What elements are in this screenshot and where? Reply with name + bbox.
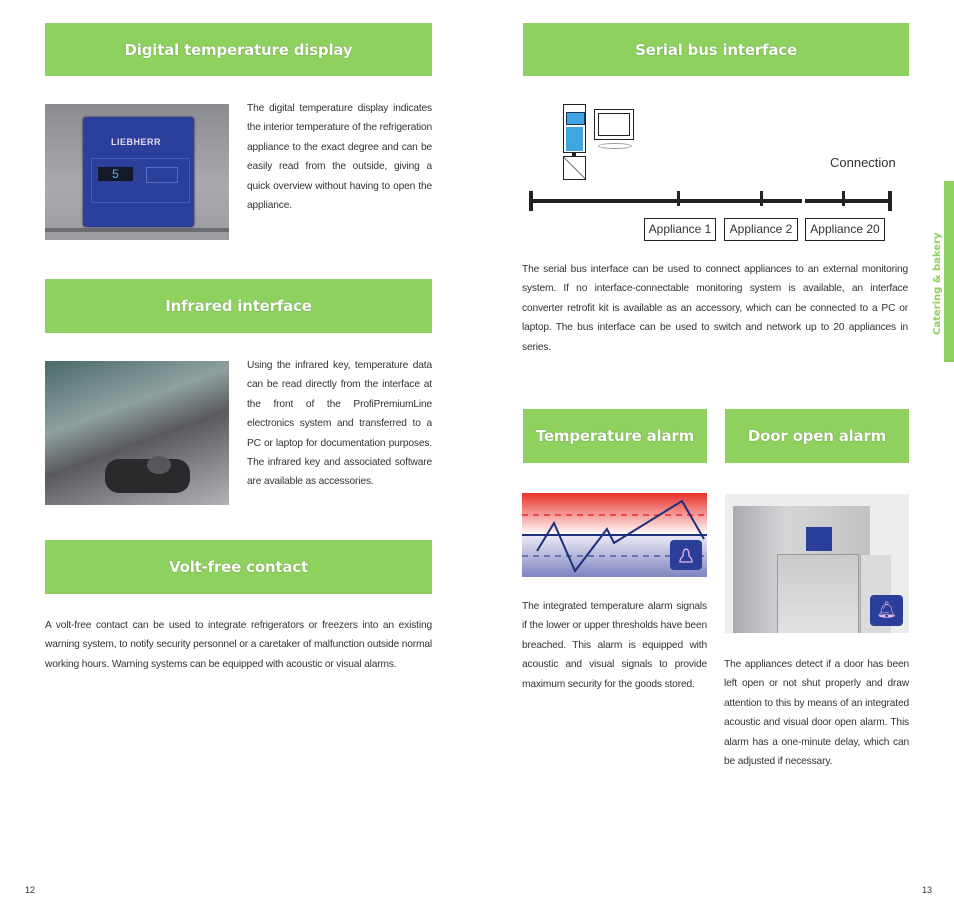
appliance-box: Appliance 20	[805, 218, 885, 241]
infrared-title: Infrared interface	[165, 297, 312, 315]
monitor-icon	[594, 109, 634, 140]
brand-logo: LIEBHERR	[111, 137, 162, 147]
section-side-tab	[944, 181, 954, 362]
digital-display-image	[45, 104, 229, 240]
temperature-alarm-title: Temperature alarm	[535, 427, 695, 445]
converter-icon	[563, 156, 586, 180]
temperature-alarm-text: The integrated temperature alarm signals if the lower or upper thresholds have been breached. This alarm is equipped with acoustic and visual signals to provide maximum security for the goods stored.	[522, 601, 707, 690]
connection-label: Connection	[830, 155, 896, 170]
section-side-tab-label: Catering & bakery	[932, 232, 943, 335]
digital-display-text: The digital temperature display indicates the interior temperature of the refrigeration appliance to the exact degree and can be easily read from the outside, giving a quick overview without having to open the appliance.	[247, 103, 432, 212]
serial-bus-diagram	[520, 95, 910, 245]
page-number-left: 12	[25, 885, 36, 895]
volt-free-text: A volt-free contact can be used to integrate refrigerators or freezers into an existing warning system, to notify security personnel or a caretaker of malfunction outside normal working hours. Warning systems can be equipped with acoustic or visual alarms.	[45, 620, 432, 670]
serial-bus-text: The serial bus interface can be used to connect appliances to an external monitoring system. If no interface-connectable monitoring system is available, an interface converter retrofit kit is available as an accessory, which can be connected to a PC or laptop. The bus interface can be used to switch and network up to 20 appliances in series.	[522, 264, 908, 353]
bell-icon: 🔔︎	[870, 595, 903, 626]
page-number-right: 13	[922, 885, 933, 895]
door-open-alarm-image	[725, 494, 909, 633]
appliance-box: Appliance 1	[644, 218, 716, 241]
infrared-image	[45, 361, 229, 505]
infrared-header	[45, 279, 432, 333]
volt-free-header	[45, 540, 432, 594]
temperature-readout: 5	[98, 167, 133, 181]
volt-free-title: Volt-free contact	[169, 558, 308, 576]
serial-bus-header	[523, 23, 909, 76]
digital-display-title: Digital temperature display	[124, 40, 353, 59]
digital-display-header	[45, 23, 432, 76]
door-open-alarm-header	[725, 409, 909, 463]
door-open-alarm-text: The appliances detect if a door has been left open or not shut properly and draw attention to this by means of an integrated acoustic and visual door open alarm. This alarm has a one-minute delay, which can be adjusted if necessary.	[724, 659, 909, 768]
appliance-box: Appliance 2	[724, 218, 798, 241]
pc-tower-icon	[563, 104, 586, 153]
serial-bus-title: Serial bus interface	[635, 40, 797, 59]
temperature-alarm-graphic	[522, 493, 707, 577]
temperature-alarm-header	[523, 409, 707, 463]
door-open-alarm-title: Door open alarm	[747, 427, 887, 445]
infrared-text: Using the infrared key, temperature data can be read directly from the interface at the front of the ProfiPremiumLine electronics system and transferred to a PC or laptop for documentation purposes. The infrared key and associated software are available as accessories.	[247, 360, 432, 488]
